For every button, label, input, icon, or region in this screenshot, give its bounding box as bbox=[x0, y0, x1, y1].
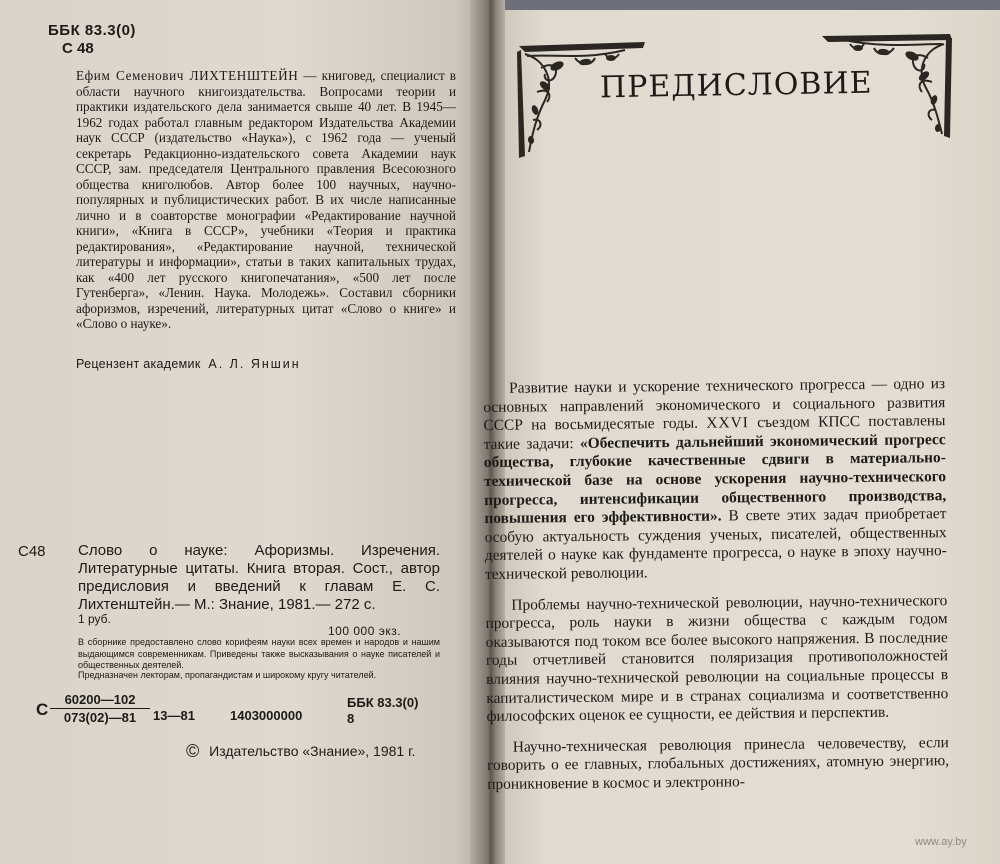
reviewer-name: А. Л. Яншин bbox=[208, 357, 301, 371]
imprint-fraction bbox=[50, 692, 150, 725]
imprint-numerator: 60200—102 bbox=[50, 692, 150, 709]
reviewer-label: Рецензент академик bbox=[76, 357, 201, 371]
imprint-letter: С bbox=[36, 700, 49, 719]
paragraph-3: Научно-техническая революция принесла человечеству, если говорить о ее главных, глобальных достижениях, атомную энергию, проникновение в космос и электронно- bbox=[486, 733, 950, 793]
preface-text bbox=[483, 375, 949, 806]
para1-numeral: XXVI bbox=[706, 414, 749, 432]
imprint-index-2: 1403000000 bbox=[230, 708, 303, 723]
price: 1 руб. bbox=[78, 612, 111, 626]
reviewer-line bbox=[76, 357, 301, 371]
watermark: www.ay.by bbox=[915, 836, 967, 848]
imprint-denominator: 073(02)—81 bbox=[63, 710, 137, 725]
copyright-icon: © bbox=[186, 741, 200, 761]
bibliographic-description: Слово о науке: Афоризмы. Изречения. Литературные цитаты. Книга вторая. Сост., автор предисловия и введений к главам Е. С. Лихтенштейн.— М.: Знание, 1981.— 272 с. bbox=[78, 542, 440, 613]
card-code: С 48 bbox=[62, 40, 94, 57]
author-bio bbox=[76, 68, 456, 332]
imprint-bbk-line2: 8 bbox=[347, 711, 355, 726]
para1-start: Развитие науки и ускорение технического прогресса — одно из основных направлений экономического и социального развития СССР на восьмидесятые годы. bbox=[483, 375, 946, 435]
page-title: ПРЕДИСЛОВИЕ bbox=[599, 65, 873, 106]
imprint-bbk bbox=[347, 695, 418, 727]
para1-end: В свете этих задач приобретает особую актуальность суждения ученых, писателей, общественных деятелей о науке как фундаменте прогресса, о науке в эпоху научно-технической революции. bbox=[484, 505, 947, 583]
annotation: В сборнике предоставлено слово корифеям науки всех времен и народов и нашим выдающимся современникам. Приведены также высказывания о науке писателей и общественных деятелей. bbox=[78, 637, 440, 670]
author-bio-text: — книговед, специалист в области научного книгоиздательства. Вопросами теории и практики издательского дела занимается свыше 40 лет. В 1945—1962 годах работал главным редактором Издательства Академии наук СССР (издательство «Наука»), с 1962 года — ученый секретарь Редакционно-издательского совета Академии наук СССР, зам. председателя Центрального правления Всесоюзного общества книголюбов. Автор более 100 научных, научно-популярных и публицистических работ. В их числе написанные лично и в соавторстве монографии «Редактирование научной книги», «Книга в СССР», учебники «Теория и практика редактирования», «Редактирование научной, технической литературы и информации», статьи в таких капитальных трудах, как «400 лет русского книгопечатания», «500 лет после Гутенберга», «Ленин. Наука. Молодежь». Составил сборники афоризмов, изречений, литературных цитат «Слово о книге» и «Слово о науке». bbox=[76, 68, 456, 331]
bbk-code: ББК 83.3(0) bbox=[48, 22, 136, 39]
author-name: Ефим Семенович ЛИХТЕНШТЕЙН bbox=[76, 68, 299, 83]
para1-mid: съездом КПСС поставлены такие задачи: bbox=[483, 412, 946, 453]
catalog-code: С48 bbox=[18, 543, 46, 560]
imprint-index-1: 13—81 bbox=[153, 708, 195, 723]
copyright-line bbox=[186, 741, 415, 762]
copyright-text: Издательство «Знание», 1981 г. bbox=[209, 743, 416, 759]
imprint-bbk-line1: ББК 83.3(0) bbox=[347, 695, 419, 710]
print-run: 100 000 экз. bbox=[328, 624, 402, 638]
paragraph-2: Проблемы научно-технической революции, научно-технического прогресса, роль науки в жизни общества с каждым годом оказываются под током все более высокого напряжения. В последние годы отчетливей становится поляризация противоположностей влияния научно-технической революции на социальные процессы в капиталистическом мире и в странах социализма и соответственно философских оценок ее сущности, ее действия и перспектив. bbox=[485, 591, 949, 726]
paragraph-1 bbox=[483, 375, 947, 584]
para1-quote: «Обеспечить дальнейший экономический прогресс общества, глубокие качественные сдвиги в материально-технической базе на основе ускорения научно-технического прогресса, интенсификации общественного производства, повышения его эффективности». bbox=[483, 430, 947, 528]
audience-note: Предназначен лекторам, пропагандистам и широкому кругу читателей. bbox=[78, 670, 377, 680]
